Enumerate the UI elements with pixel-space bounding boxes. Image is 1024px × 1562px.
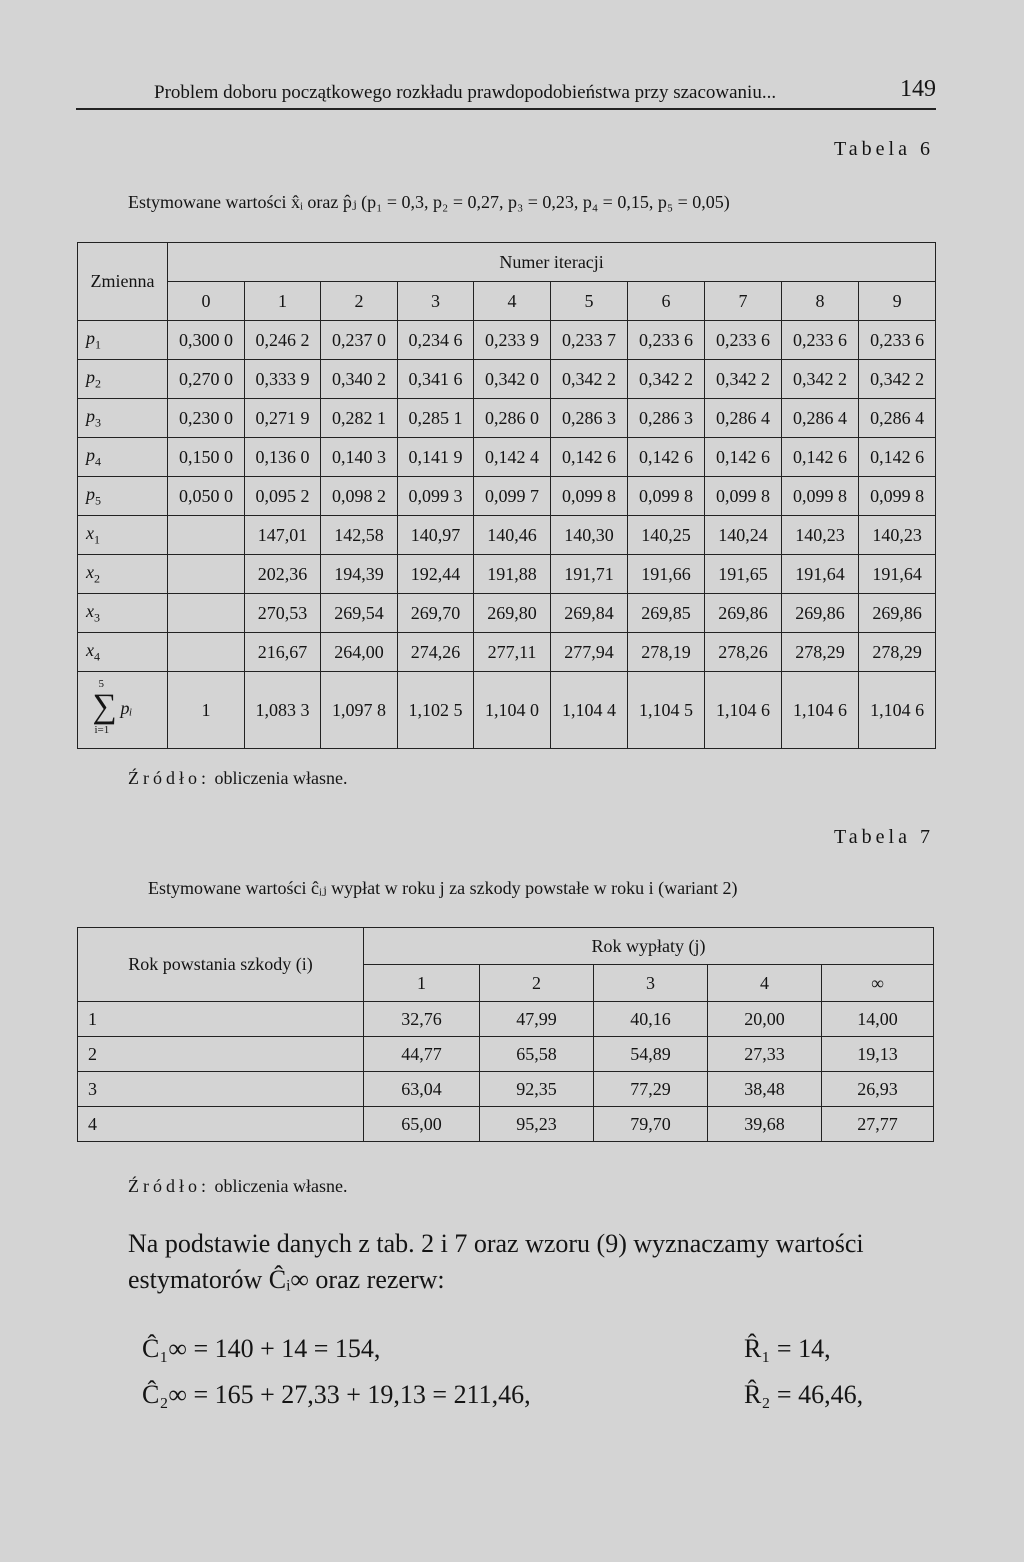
table-cell	[168, 555, 245, 594]
source-label: Źródło:	[128, 1176, 210, 1196]
table-cell: 264,00	[321, 633, 398, 672]
table6-label: Tabela 6	[833, 138, 934, 160]
table-cell: 54,89	[594, 1037, 708, 1072]
table-cell: 0,342 2	[859, 360, 936, 399]
table-cell: 0,099 7	[474, 477, 551, 516]
table-cell: 274,26	[398, 633, 474, 672]
variable-cell	[78, 399, 168, 438]
variable-subscript: 4	[95, 454, 101, 469]
table-cell: 0,233 7	[551, 321, 628, 360]
table-cell: 0,286 3	[628, 399, 705, 438]
table-cell	[168, 516, 245, 555]
page-number: 149	[900, 76, 936, 102]
table-cell: 191,88	[474, 555, 551, 594]
running-title: Problem doboru początkowego rozkładu prawdopodobieństwa przy szacowaniu...	[154, 82, 777, 103]
table-cell: 0,234 6	[398, 321, 474, 360]
table-cell: 0,142 6	[628, 438, 705, 477]
table-cell: 0,237 0	[321, 321, 398, 360]
table-cell: 38,48	[708, 1072, 822, 1107]
table-cell: 0,286 0	[474, 399, 551, 438]
table-cell: 269,86	[705, 594, 782, 633]
table-cell: 92,35	[480, 1072, 594, 1107]
table-cell: 27,77	[822, 1107, 934, 1142]
table-cell: 65,58	[480, 1037, 594, 1072]
iteration-header: 1	[245, 282, 321, 321]
iteration-header: 8	[782, 282, 859, 321]
table-cell: 147,01	[245, 516, 321, 555]
iteration-header: 0	[168, 282, 245, 321]
origin-year-cell: 4	[78, 1107, 364, 1142]
table-cell: 191,64	[859, 555, 936, 594]
variable-symbol: p	[86, 483, 95, 504]
table-cell: 26,93	[822, 1072, 934, 1107]
variable-cell	[78, 555, 168, 594]
table6-sum-row	[78, 672, 936, 749]
table-cell: 0,099 8	[628, 477, 705, 516]
origin-year-cell: 3	[78, 1072, 364, 1107]
table-cell: 1,104 6	[859, 672, 936, 749]
table-cell: 1,104 4	[551, 672, 628, 749]
variable-cell	[78, 438, 168, 477]
table-cell	[168, 633, 245, 672]
table-cell: 0,099 3	[398, 477, 474, 516]
sum-label-cell	[78, 672, 168, 749]
formula-c1-infinity: Ĉ₁∞ = 140 + 14 = 154,	[142, 1334, 381, 1363]
table-cell: 0,099 8	[551, 477, 628, 516]
table-cell: 1	[168, 672, 245, 749]
table7	[77, 927, 934, 1142]
table-cell: 0,099 8	[859, 477, 936, 516]
table-cell: 0,340 2	[321, 360, 398, 399]
table-cell: 269,86	[782, 594, 859, 633]
table7-source	[128, 1176, 347, 1197]
formula-r2: R̂₂ = 46,46,	[744, 1380, 864, 1409]
year-header: 1	[364, 965, 480, 1002]
origin-year-cell: 1	[78, 1002, 364, 1037]
table-cell: 0,230 0	[168, 399, 245, 438]
table-cell: 0,142 6	[859, 438, 936, 477]
table-cell: 269,86	[859, 594, 936, 633]
table-cell: 1,104 6	[782, 672, 859, 749]
table-cell: 40,16	[594, 1002, 708, 1037]
table-cell: 0,140 3	[321, 438, 398, 477]
table-cell: 140,23	[782, 516, 859, 555]
formula-c2-infinity: Ĉ₂∞ = 165 + 27,33 + 19,13 = 211,46,	[142, 1380, 531, 1409]
table-cell: 0,233 6	[628, 321, 705, 360]
table-cell: 1,104 0	[474, 672, 551, 749]
variable-symbol: x	[86, 522, 94, 543]
table-cell: 0,286 4	[859, 399, 936, 438]
table6-row	[78, 321, 936, 360]
table-cell: 194,39	[321, 555, 398, 594]
table-cell: 77,29	[594, 1072, 708, 1107]
table-cell: 32,76	[364, 1002, 480, 1037]
variable-symbol: p	[86, 444, 95, 465]
variable-cell	[78, 516, 168, 555]
sum-lower-limit: i=1	[94, 723, 110, 736]
table-cell: 216,67	[245, 633, 321, 672]
table-cell: 192,44	[398, 555, 474, 594]
table-cell: 269,85	[628, 594, 705, 633]
table-cell: 140,30	[551, 516, 628, 555]
table-cell: 20,00	[708, 1002, 822, 1037]
table-cell: 1,104 6	[705, 672, 782, 749]
table-cell: 140,46	[474, 516, 551, 555]
sigma-symbol: 5 ∑ pᵢ i=1	[92, 677, 133, 736]
table6-row	[78, 555, 936, 594]
table7-row	[78, 1002, 934, 1037]
table-cell: 0,341 6	[398, 360, 474, 399]
table-cell: 278,19	[628, 633, 705, 672]
body-paragraph: Na podstawie danych z tab. 2 i 7 oraz wzoru (9) wyznaczamy wartości estymatorów Ĉᵢ∞ oraz rezerw:	[128, 1229, 864, 1294]
table-cell: 0,342 2	[628, 360, 705, 399]
iteration-header: 9	[859, 282, 936, 321]
table-cell: 0,342 0	[474, 360, 551, 399]
variable-cell	[78, 477, 168, 516]
table7-header-payment-year: Rok wypłaty (j)	[364, 928, 934, 965]
table-cell: 63,04	[364, 1072, 480, 1107]
table-cell: 0,286 4	[705, 399, 782, 438]
table6-row	[78, 360, 936, 399]
table-cell: 277,11	[474, 633, 551, 672]
table-cell: 47,99	[480, 1002, 594, 1037]
table-cell: 0,282 1	[321, 399, 398, 438]
table-cell: 0,342 2	[551, 360, 628, 399]
iteration-header: 7	[705, 282, 782, 321]
iteration-header: 2	[321, 282, 398, 321]
sum-upper-limit: 5	[98, 677, 104, 690]
table-cell: 0,286 3	[551, 399, 628, 438]
table6-row	[78, 399, 936, 438]
table-cell: 140,25	[628, 516, 705, 555]
table-cell: 27,33	[708, 1037, 822, 1072]
source-text: obliczenia własne.	[214, 768, 348, 788]
table-cell: 0,285 1	[398, 399, 474, 438]
variable-subscript: 1	[94, 532, 100, 547]
source-text: obliczenia własne.	[214, 1176, 348, 1196]
table-cell: 0,098 2	[321, 477, 398, 516]
table-cell: 79,70	[594, 1107, 708, 1142]
iteration-header: 4	[474, 282, 551, 321]
variable-subscript: 3	[95, 415, 101, 430]
table7-header-origin-year: Rok powstania szkody (i)	[78, 928, 364, 1002]
table-cell: 0,342 2	[782, 360, 859, 399]
table-cell: 140,23	[859, 516, 936, 555]
table-cell: 0,142 6	[705, 438, 782, 477]
table-cell: 0,095 2	[245, 477, 321, 516]
variable-cell	[78, 633, 168, 672]
table-cell: 0,286 4	[782, 399, 859, 438]
variable-cell	[78, 321, 168, 360]
table-cell: 0,136 0	[245, 438, 321, 477]
table-cell: 14,00	[822, 1002, 934, 1037]
table7-row	[78, 1107, 934, 1142]
table-cell: 0,142 6	[782, 438, 859, 477]
table-cell: 1,104 5	[628, 672, 705, 749]
table-cell: 270,53	[245, 594, 321, 633]
table-cell: 0,233 6	[859, 321, 936, 360]
table6-caption: Estymowane wartości x̂ᵢ oraz p̂ⱼ (p₁ = 0,3, p₂ = 0,27, p₃ = 0,23, p₄ = 0,15, p₅ = 0,05)	[128, 192, 730, 212]
table-cell: 278,29	[782, 633, 859, 672]
table6-row	[78, 438, 936, 477]
table-cell: 269,80	[474, 594, 551, 633]
table-cell: 0,233 9	[474, 321, 551, 360]
table-cell: 39,68	[708, 1107, 822, 1142]
table-cell: 0,050 0	[168, 477, 245, 516]
table-cell: 0,271 9	[245, 399, 321, 438]
variable-symbol: x	[86, 639, 94, 660]
table-cell: 202,36	[245, 555, 321, 594]
source-label: Źródło:	[128, 768, 210, 788]
table6-row	[78, 594, 936, 633]
table-cell: 44,77	[364, 1037, 480, 1072]
table7-row	[78, 1037, 934, 1072]
year-header: 3	[594, 965, 708, 1002]
variable-cell	[78, 594, 168, 633]
variable-symbol: x	[86, 600, 94, 621]
variable-subscript: 1	[95, 337, 101, 352]
table-cell: 95,23	[480, 1107, 594, 1142]
iteration-header: 6	[628, 282, 705, 321]
table-cell: 1,102 5	[398, 672, 474, 749]
table-cell: 0,300 0	[168, 321, 245, 360]
table-cell: 0,233 6	[782, 321, 859, 360]
table-cell: 191,66	[628, 555, 705, 594]
variable-symbol: p	[86, 327, 95, 348]
table-cell: 1,097 8	[321, 672, 398, 749]
table-cell: 191,71	[551, 555, 628, 594]
table-cell: 65,00	[364, 1107, 480, 1142]
table6-header-iterations: Numer iteracji	[168, 243, 936, 282]
variable-symbol: p	[86, 366, 95, 387]
table-cell: 0,099 8	[705, 477, 782, 516]
table-cell: 0,099 8	[782, 477, 859, 516]
table-cell: 278,26	[705, 633, 782, 672]
table-cell: 0,246 2	[245, 321, 321, 360]
formula-r1: R̂₁ = 14,	[744, 1334, 831, 1363]
table-cell: 0,270 0	[168, 360, 245, 399]
table-cell: 191,64	[782, 555, 859, 594]
table6-source	[128, 768, 347, 789]
table-cell: 277,94	[551, 633, 628, 672]
table-cell: 191,65	[705, 555, 782, 594]
variable-cell	[78, 360, 168, 399]
table7-row	[78, 1072, 934, 1107]
table7-caption: Estymowane wartości ĉᵢⱼ wypłat w roku j za szkody powstałe w roku i (wariant 2)	[148, 878, 738, 898]
table6-row	[78, 633, 936, 672]
table-cell: 140,97	[398, 516, 474, 555]
table-cell: 0,150 0	[168, 438, 245, 477]
variable-symbol: p	[86, 405, 95, 426]
table-cell: 0,142 6	[551, 438, 628, 477]
year-header: 4	[708, 965, 822, 1002]
table6-row	[78, 477, 936, 516]
table-cell: 0,333 9	[245, 360, 321, 399]
table-cell: 269,70	[398, 594, 474, 633]
table6-iteration-header-row	[78, 282, 936, 321]
year-header: 2	[480, 965, 594, 1002]
table-cell: 269,54	[321, 594, 398, 633]
table6-row	[78, 516, 936, 555]
table-cell: 19,13	[822, 1037, 934, 1072]
variable-subscript: 4	[94, 649, 100, 664]
table-cell: 0,342 2	[705, 360, 782, 399]
variable-symbol: x	[86, 561, 94, 582]
variable-subscript: 3	[94, 610, 100, 625]
table6	[77, 242, 936, 749]
table-cell: 0,233 6	[705, 321, 782, 360]
table-cell: 0,141 9	[398, 438, 474, 477]
iteration-header: 3	[398, 282, 474, 321]
running-header	[76, 74, 936, 110]
table-cell: 142,58	[321, 516, 398, 555]
iteration-header: 5	[551, 282, 628, 321]
year-header: ∞	[822, 965, 934, 1002]
variable-subscript: 2	[94, 571, 100, 586]
table-cell: 278,29	[859, 633, 936, 672]
table7-label: Tabela 7	[833, 826, 934, 848]
variable-subscript: 5	[95, 493, 101, 508]
variable-subscript: 2	[95, 376, 101, 391]
origin-year-cell: 2	[78, 1037, 364, 1072]
table-cell: 140,24	[705, 516, 782, 555]
table-cell: 1,083 3	[245, 672, 321, 749]
table-cell: 269,84	[551, 594, 628, 633]
table-cell	[168, 594, 245, 633]
table-cell: 0,142 4	[474, 438, 551, 477]
table6-header-variable: Zmienna	[78, 243, 168, 321]
sum-variable: pᵢ	[120, 697, 133, 718]
